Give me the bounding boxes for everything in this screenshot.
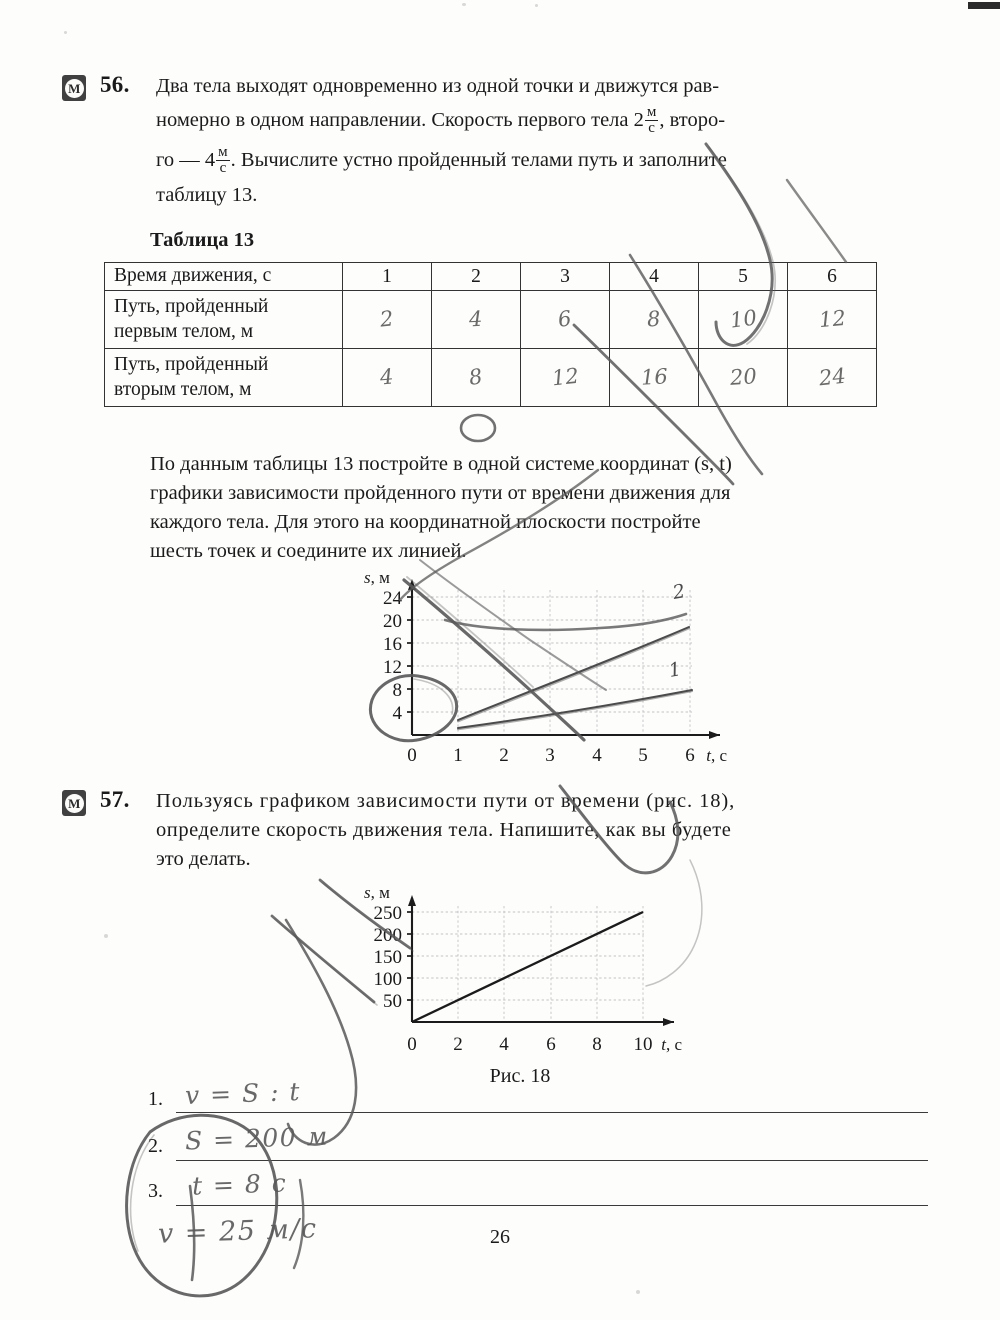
table-cell-handwritten — [788, 349, 877, 407]
y-tick-labels — [374, 903, 403, 1012]
svg-text:100: 100 — [373, 969, 402, 990]
problem-line-text: . Вычислите устно пройденный телами путь и заполните — [230, 149, 727, 172]
table-cell-handwritten — [610, 291, 699, 349]
method-badge-letter: M — [65, 79, 84, 98]
page-speck — [104, 934, 108, 938]
page-speck — [636, 1290, 640, 1294]
table-cell: 6 — [788, 263, 877, 291]
x-axis-label: t, с — [706, 746, 727, 765]
table-cell-handwritten — [521, 291, 610, 349]
table-cell: 4 — [610, 263, 699, 291]
handwritten-value: 12 — [550, 363, 580, 391]
svg-text:0: 0 — [407, 745, 417, 766]
fraction-numerator: м — [646, 103, 657, 120]
handwritten-value: 12 — [817, 305, 847, 333]
answer-number-2: 2. — [148, 1135, 163, 1157]
table-cell-handwritten — [788, 291, 877, 349]
svg-text:0: 0 — [407, 1034, 417, 1055]
problem-line — [156, 101, 727, 141]
problem-line: таблицу 13. — [156, 184, 258, 207]
svg-text:2: 2 — [499, 745, 509, 766]
series-path-line — [412, 912, 643, 1022]
table-cell-handwritten — [699, 349, 788, 407]
paragraph-line: шесть точек и соедините их линией. — [150, 540, 467, 563]
problem-line: определите скорость движения тела. Напишите, как вы будете — [156, 819, 732, 842]
page-number: 26 — [490, 1226, 510, 1248]
answer-rule-line — [176, 1205, 928, 1206]
handwritten-value: 4 — [468, 306, 484, 332]
fraction-numerator: м — [218, 143, 228, 160]
handwritten-value: 2 — [379, 306, 395, 332]
handwritten-value: 10 — [728, 305, 758, 333]
problem-line-text: , второ- — [659, 109, 726, 132]
problem-number: 57. — [100, 787, 130, 812]
problem-line: Два тела выходят одновременно из одной точки и движутся рав- — [156, 75, 720, 97]
graph-57 — [352, 880, 702, 1070]
fraction-denominator: с — [216, 160, 230, 176]
graph-56-svg — [352, 565, 752, 770]
series-label-2: 2 — [671, 580, 687, 604]
handwritten-value: 20 — [728, 364, 758, 390]
answer-number-1: 1. — [148, 1088, 163, 1110]
svg-text:5: 5 — [638, 745, 648, 766]
x-tick-labels — [407, 745, 695, 766]
svg-text:20: 20 — [383, 611, 402, 632]
svg-text:4: 4 — [592, 745, 602, 766]
svg-text:4: 4 — [392, 703, 402, 724]
table-cell-handwritten — [521, 349, 610, 407]
table-cell-handwritten — [699, 291, 788, 349]
x-tick-labels — [407, 1034, 652, 1055]
paragraph-line: каждого тела. Для этого на координатной плоскости постройте — [150, 511, 701, 534]
page-speck — [462, 3, 466, 6]
table-row — [105, 291, 877, 349]
svg-text:200: 200 — [373, 925, 402, 946]
problem-text — [156, 72, 727, 210]
table-cell-handwritten — [432, 349, 521, 407]
handwritten-value: 8 — [646, 306, 662, 332]
y-axis-label: s, м — [364, 568, 390, 587]
y-tick-labels — [383, 588, 403, 724]
answer-handwriting-1: v = S : t — [184, 1076, 302, 1111]
problem-line: это делать. — [156, 848, 251, 871]
method-badge-letter: M — [65, 794, 84, 813]
row-label — [105, 349, 343, 407]
table-13 — [104, 262, 877, 407]
page-speck — [535, 4, 538, 7]
row-label — [105, 291, 343, 349]
handwritten-value: 6 — [556, 306, 574, 332]
handwritten-value: 4 — [379, 364, 395, 390]
problem-line — [156, 141, 727, 181]
svg-text:1: 1 — [453, 745, 463, 766]
row-label-line: первым телом, м — [114, 320, 254, 342]
svg-text:8: 8 — [392, 680, 402, 701]
y-axis-arrow-icon — [408, 895, 416, 906]
problem-number: 56. — [100, 72, 130, 97]
svg-text:3: 3 — [545, 745, 555, 766]
table-cell-handwritten — [432, 291, 521, 349]
series-1-line — [458, 690, 692, 729]
problem-56 — [62, 72, 932, 210]
table-cell-handwritten — [610, 349, 699, 407]
fraction-denominator: с — [645, 120, 659, 136]
y-axis-arrow-icon — [408, 579, 416, 590]
series-2-line — [458, 627, 689, 721]
fraction-m-per-s — [216, 145, 230, 176]
answer-rule-line — [176, 1160, 928, 1161]
graph-56 — [352, 565, 752, 770]
problem-line: Пользуясь графиком зависимости пути от времени (рис. 18), — [156, 790, 736, 812]
svg-text:2: 2 — [453, 1034, 463, 1055]
problem-text — [156, 787, 932, 874]
answer-handwriting-final: v = 25 м/с — [157, 1213, 319, 1250]
row-label-line: Путь, пройденный — [114, 354, 269, 376]
table-cell-handwritten — [343, 291, 432, 349]
table-cell-handwritten — [343, 349, 432, 407]
answer-handwriting-2: S = 200 м — [184, 1121, 330, 1156]
fraction-m-per-s — [645, 105, 659, 136]
y-axis-label: s, м — [364, 883, 390, 902]
row-label — [105, 263, 343, 291]
table-row — [105, 349, 877, 407]
table-title: Таблица 13 — [150, 229, 255, 251]
svg-text:150: 150 — [373, 947, 402, 968]
problem-line-text: номерно в одном направлении. Скорость первого тела 2 — [156, 109, 644, 132]
table-row — [105, 263, 877, 291]
method-badge-icon — [62, 75, 86, 101]
series-label-1: 1 — [667, 658, 683, 682]
table-cell: 3 — [521, 263, 610, 291]
handwritten-value: 16 — [640, 364, 668, 390]
page-speck — [64, 31, 67, 34]
svg-text:8: 8 — [592, 1034, 602, 1055]
x-axis-label: t, с — [661, 1035, 682, 1054]
svg-text:50: 50 — [383, 991, 402, 1012]
answer-rule-line — [176, 1112, 928, 1113]
svg-text:6: 6 — [546, 1034, 556, 1055]
svg-text:24: 24 — [383, 588, 402, 609]
paragraph-line: графики зависимости пройденного пути от времени движения для — [150, 482, 731, 505]
table-cell: 2 — [432, 263, 521, 291]
paragraph-line: По данным таблицы 13 постройте в одной системе координат (s, t) — [150, 453, 732, 475]
handwritten-value: 8 — [467, 364, 485, 390]
svg-text:10: 10 — [633, 1034, 653, 1055]
svg-text:6: 6 — [685, 745, 695, 766]
problem-57 — [62, 787, 932, 874]
table-cell: 5 — [699, 263, 788, 291]
row-label-line: вторым телом, м — [114, 378, 252, 400]
row-label-line: Время движения, с — [114, 265, 272, 287]
x-axis-arrow-icon — [709, 731, 720, 739]
svg-text:4: 4 — [499, 1034, 509, 1055]
svg-text:250: 250 — [373, 903, 402, 924]
scan-edge-artifact — [968, 2, 1000, 9]
figure-caption: Рис. 18 — [489, 1065, 551, 1087]
answer-handwriting-3: t = 8 с — [191, 1168, 288, 1201]
problem-line-text: го — 4 — [156, 149, 216, 172]
handwritten-value: 24 — [817, 363, 847, 391]
answer-number-3: 3. — [148, 1180, 163, 1202]
svg-text:16: 16 — [383, 634, 402, 655]
x-axis-arrow-icon — [663, 1018, 674, 1026]
table-cell: 1 — [343, 263, 432, 291]
svg-text:12: 12 — [383, 657, 402, 678]
paragraph-after-table — [150, 450, 930, 566]
method-badge-icon — [62, 790, 86, 816]
graph-57-svg — [352, 880, 702, 1070]
row-label-line: Путь, пройденный — [114, 296, 269, 318]
